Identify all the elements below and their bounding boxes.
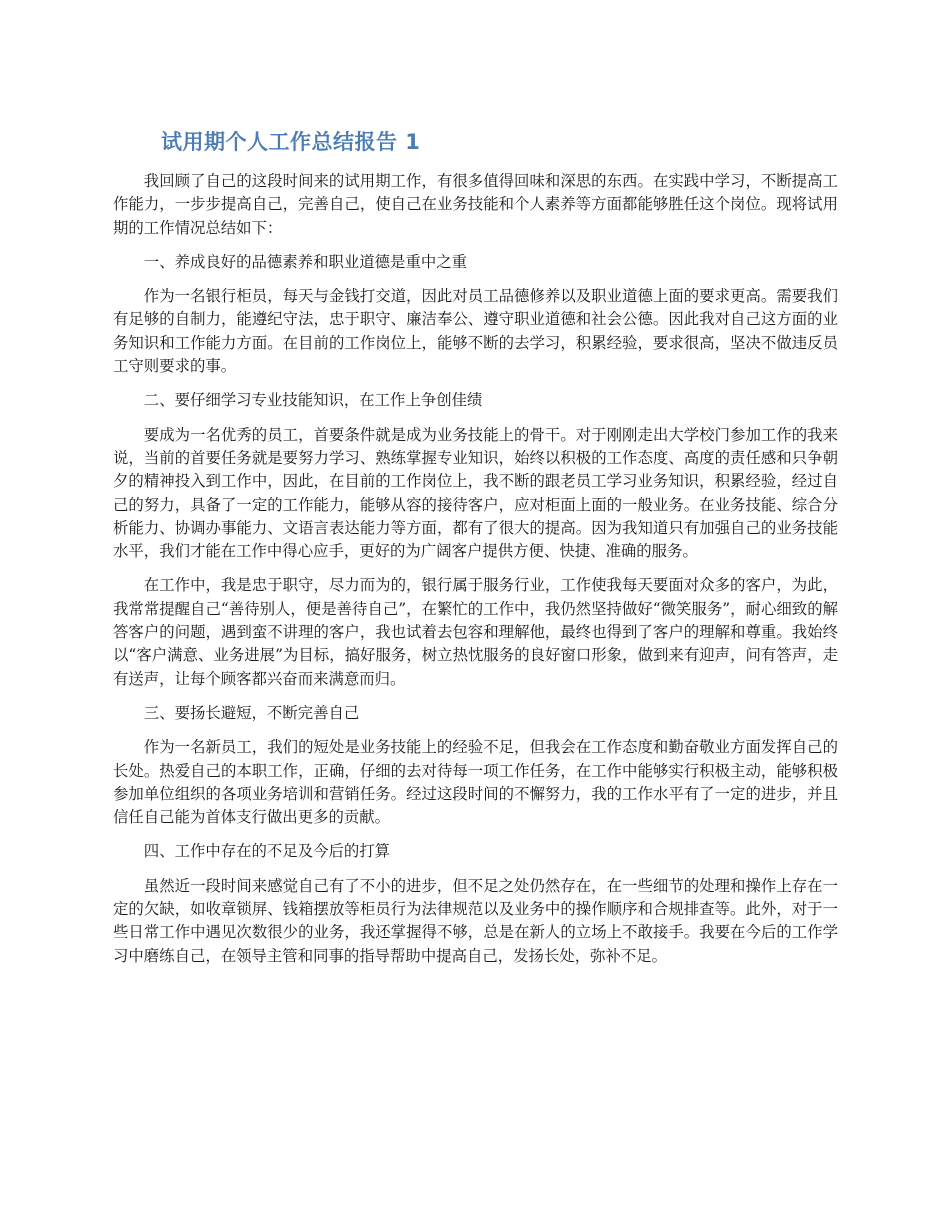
paragraph: 要成为一名优秀的员工，首要条件就是成为业务技能上的骨干。对于刚刚走出大学校门参加工作的我来说，当前的首要任务就是要努力学习、熟练掌握专业知识，始终以积极的工作态度、高度的责任感和只争朝夕的精神投入到工作中，因此，在目前的工作岗位上，我不断的跟老员工学习业务知识，积累经验，经过自己的努力，具备了一定的工作能力，能够从容的接待客户，应对柜面上面的一般业务。在业务技能、综合分析能力、协调办事能力、文语言表达能力等方面，都有了很大的提高。因为我知道只有加强自己的业务技能水平，我们才能在工作中得心应手，更好的为广阔客户提供方便、快捷、准确的服务。 xyxy=(113,425,838,561)
document-title: 试用期个人工作总结报告 1 xyxy=(161,130,421,154)
section-heading: 一、养成良好的品德素养和职业道德是重中之重 xyxy=(143,252,468,271)
section-heading: 二、要仔细学习专业技能知识，在工作上争创佳绩 xyxy=(143,391,483,410)
section-heading: 三、要扬长避短，不断完善自己 xyxy=(143,703,360,722)
paragraph: 虽然近一段时间来感觉自己有了不小的进步，但不足之处仍然存在，在一些细节的处理和操作上存在一定的欠缺，如收章锁屏、钱箱摆放等柜员行为法律规范以及业务中的操作顺序和合规排查等。此外，对于一些日常工作中遇见次数很少的业务，我还掌握得不够，总是在新人的立场上不敢接手。我要在今后的工作学习中磨练自己，在领导主管和同事的指导帮助中提高自己，发扬长处，弥补不足。 xyxy=(113,876,838,965)
paragraph: 在工作中，我是忠于职守，尽力而为的，银行属于服务行业，工作使我每天要面对众多的客户，为此，我常常提醒自己“善待别人，便是善待自己”，在繁忙的工作中，我仍然坚持做好“微笑服务”，耐心细致的解答客户的问题，遇到蛮不讲理的客户，我也试着去包容和理解他，最终也得到了客户的理解和尊重。我始终以“客户满意、业务进展”为目标，搞好服务，树立热忱服务的良好窗口形象，做到来有迎声，问有答声，走有送声，让每个顾客都兴奋而来满意而归。 xyxy=(113,576,838,688)
section-heading: 四、工作中存在的不足及今后的打算 xyxy=(143,842,391,861)
paragraph: 作为一名银行柜员，每天与金钱打交道，因此对员工品德修养以及职业道德上面的要求更高。需要我们有足够的自制力，能遵纪守法，忠于职守、廉洁奉公、遵守职业道德和社会公德。因此我对自己这方面的业务知识和工作能力方面。在目前的工作岗位上，能够不断的去学习，积累经验，要求很高，坚决不做违反员工守则要求的事。 xyxy=(113,287,838,376)
paragraph: 我回顾了自己的这段时间来的试用期工作，有很多值得回味和深思的东西。在实践中学习，不断提高工作能力，一步步提高自己，完善自己，使自己在业务技能和个人素养等方面都能够胜任这个岗位。现将试用期的工作情况总结如下： xyxy=(113,172,838,237)
document-body xyxy=(113,170,838,979)
paragraph: 作为一名新员工，我们的短处是业务技能上的经验不足，但我会在工作态度和勤奋敬业方面发挥自己的长处。热爱自己的本职工作，正确，仔细的去对待每一项工作任务，在工作中能够实行积极主动，能够积极参加单位组织的各项业务培训和营销任务。经过这段时间的不懈努力，我的工作水平有了一定的进步，并且信任自己能为首体支行做出更多的贡献。 xyxy=(113,738,838,827)
